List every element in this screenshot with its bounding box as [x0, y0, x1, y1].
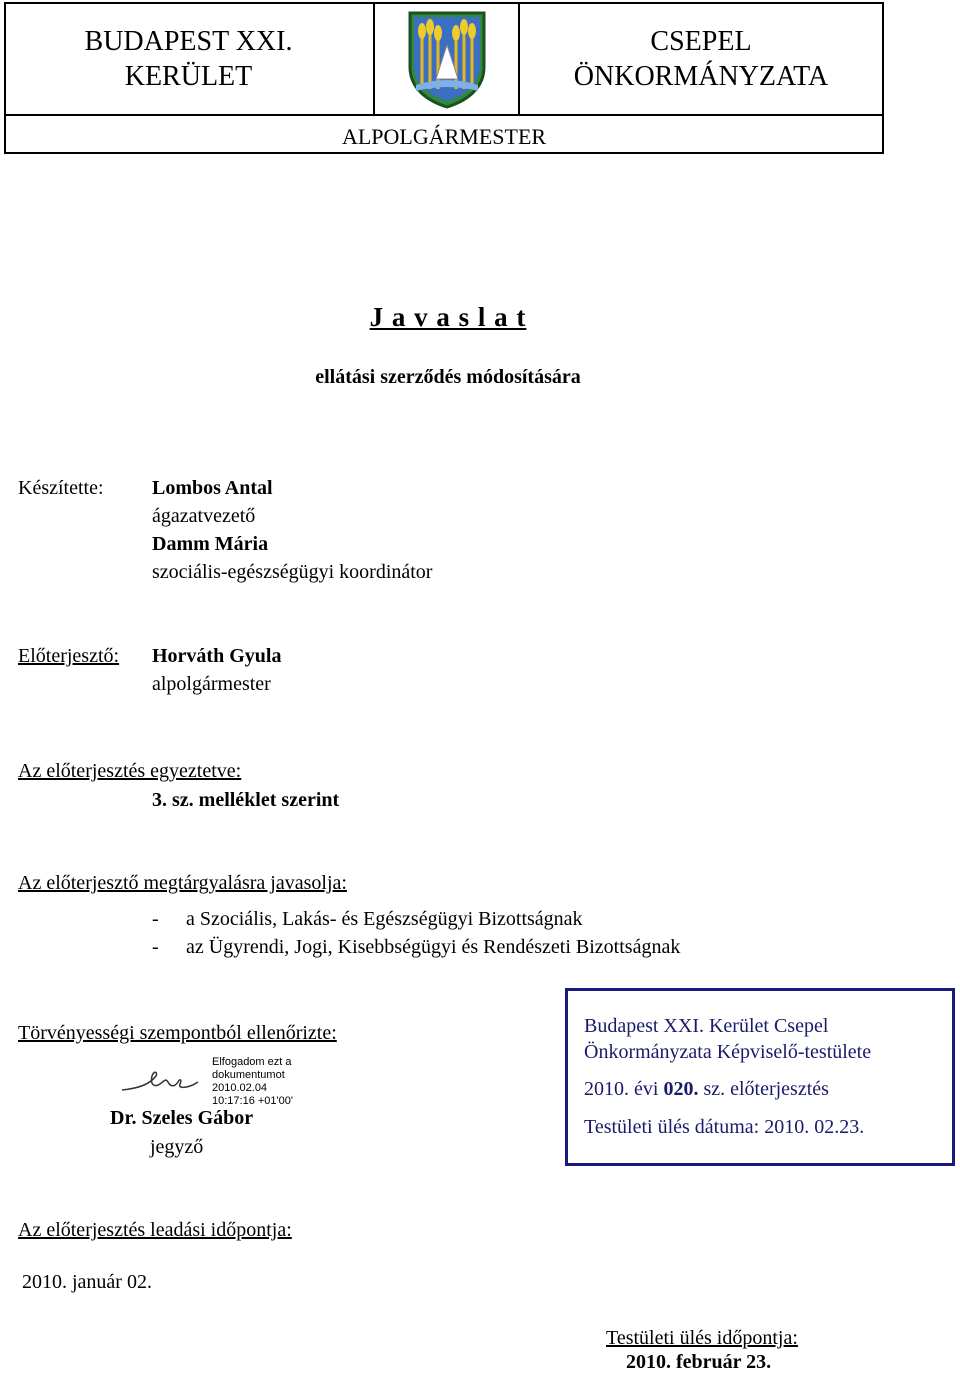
submission-date: 2010. január 02.: [22, 1271, 152, 1293]
proposal-item: - az Ügyrendi, Jogi, Kisebbségügyi és Rendészeti Bizottságnak: [152, 936, 681, 958]
submission-label: Az előterjesztés leadási időpontja:: [18, 1219, 292, 1241]
notary-name: Dr. Szeles Gábor: [110, 1107, 254, 1129]
letterhead: [4, 2, 884, 154]
prepared-by-label: Készítette:: [18, 477, 104, 499]
agenda-number: 020.: [663, 1078, 699, 1100]
agreed-label: Az előterjesztés egyeztetve:: [18, 760, 242, 782]
government-line2: ÖNKORMÁNYZATA: [573, 61, 829, 92]
digital-signature-stamp: [212, 1056, 293, 1108]
presenter-name: Horváth Gyula: [152, 645, 282, 667]
preparer-role-2: szociális-egészségügyi koordinátor: [152, 561, 433, 583]
proposal-item-text: az Ügyrendi, Jogi, Kisebbségügyi és Rendészeti Bizottságnak: [186, 936, 681, 958]
legal-check-label: Törvényességi szempontból ellenőrizte:: [18, 1022, 337, 1044]
meeting-label: Testületi ülés időpontja:: [606, 1327, 798, 1349]
government-line1: CSEPEL: [650, 26, 752, 57]
letterhead-district: [6, 4, 371, 114]
letterhead-office: ALPOLGÁRMESTER: [6, 114, 882, 154]
document-subtitle: ellátási szerződés módosítására: [315, 366, 581, 388]
prepared-by-block: [152, 474, 432, 586]
district-line2: KERÜLET: [124, 61, 253, 92]
agenda-line: Budapest XXI. Kerület Csepel: [584, 1015, 829, 1037]
proposal-item: - a Szociális, Lakás- és Egészségügyi Bizottságnak: [152, 908, 583, 930]
district-line1: BUDAPEST XXI.: [84, 26, 293, 57]
signature-icon: [120, 1066, 200, 1096]
agenda-line: Önkormányzata Képviselő-testülete: [584, 1041, 872, 1063]
agenda-info-box: [565, 988, 955, 1166]
signature-line: dokumentumot: [212, 1069, 285, 1081]
preparer-role-1: ágazatvezető: [152, 505, 256, 527]
signature-line: 2010.02.04: [212, 1082, 268, 1094]
signature-line: 10:17:16 +01'00': [212, 1095, 293, 1107]
preparer-name-2: Damm Mária: [152, 533, 269, 555]
agenda-number-suffix: sz. előterjesztés: [698, 1078, 829, 1100]
coat-of-arms-icon: [373, 4, 520, 114]
presenter-label: Előterjesztő:: [18, 645, 120, 667]
notary-role: jegyző: [150, 1136, 204, 1158]
meeting-date: 2010. február 23.: [626, 1351, 772, 1373]
signature-line: Elfogadom ezt a: [212, 1056, 292, 1068]
agenda-number-line: [584, 1075, 829, 1103]
document-title: J a v a s l a t: [369, 302, 527, 332]
letterhead-government: [518, 4, 884, 114]
agenda-body: [584, 1013, 871, 1065]
agenda-date-line: Testületi ülés dátuma: 2010. 02.23.: [584, 1116, 865, 1138]
agreed-value: 3. sz. melléklet szerint: [152, 789, 340, 811]
proposal-label: Az előterjesztő megtárgyalásra javasolja:: [18, 872, 347, 894]
proposal-item-text: a Szociális, Lakás- és Egészségügyi Bizottságnak: [186, 908, 583, 930]
preparer-name-1: Lombos Antal: [152, 477, 273, 499]
presenter-block: [152, 642, 281, 698]
presenter-role: alpolgármester: [152, 673, 271, 695]
agenda-number-prefix: 2010. évi: [584, 1078, 664, 1100]
